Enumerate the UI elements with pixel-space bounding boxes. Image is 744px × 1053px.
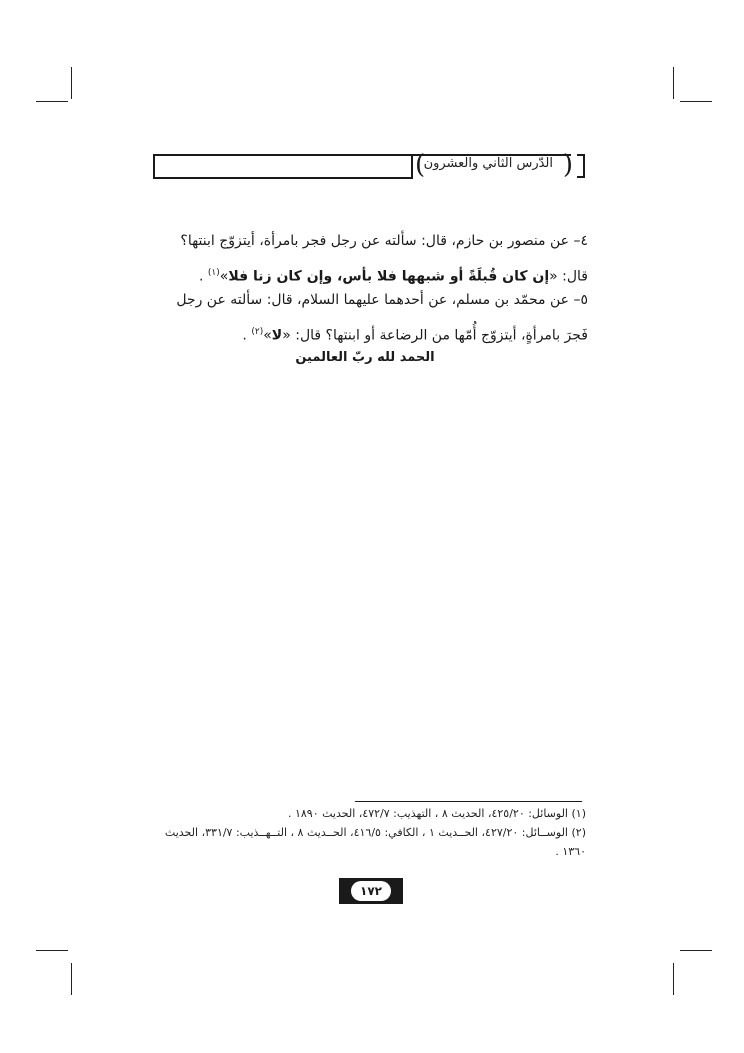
hadith-4-close: » [219,268,229,285]
hadith-5-quote: لا [271,327,283,344]
hadith-5-end: . [242,327,252,344]
crop-mark [680,101,712,102]
footnote-ref-2[interactable]: (٢) [251,327,264,337]
page-number: ١٧٢ [351,881,391,901]
crop-mark [71,67,72,99]
hadith-4 [156,225,588,293]
hadith-5-paragraph [156,284,588,352]
hadith-4-text: ٤– عن منصور بن حازم، قال: سألته عن رجل فجر بامرأة، أيتزوّج ابنتها؟ قال: « [180,233,588,285]
hadith-5 [156,284,588,352]
crop-mark [673,67,674,99]
header-box [153,154,413,179]
hadith-5-text: ٥– عن محمّد بن مسلم، عن أحدهما عليهما السلام، قال: سألته عن رجل فَجرَ بامرأةٍ، أيتزوّج أُمّها من الرضاعة أو ابنتها؟ قال: « [176,292,588,344]
page-number-badge [339,878,403,904]
crop-mark [36,950,68,951]
crop-mark [680,950,712,951]
hadith-4-end: . [199,268,208,285]
hadith-5-close: » [263,327,272,344]
crop-mark [36,101,68,102]
running-header [153,150,585,183]
crop-mark [673,963,674,995]
footnote-2: (٢) الوســائل: ٤٢٧/٢٠، الحــديث ١ ، الكافي: ٤١٦/٥، الحــديث ٨ ، التــهــذيب: ٣٣١/٧، الحديث ١٣٦٠ . [164,826,586,858]
header-bracket [577,154,585,178]
closing-line [156,350,588,365]
closing-text: الحمد لله ربّ العالمين [295,350,435,365]
footnote-rule [355,801,582,802]
footnotes [156,804,586,861]
hadith-4-quote: إن كان قُبلَةً أو شبهها فلا بأس، وإن كان زنا فلا [228,268,550,285]
header-paren-left: ( [415,150,426,180]
hadith-4-paragraph [156,225,588,293]
footnote-ref-1[interactable]: (١) [207,268,220,278]
footnote-1: (١) الوسائل: ٤٢٥/٢٠، الحديث ٨ ، التهذيب: ٤٧٢/٧، الحديث ١٨٩٠ . [287,807,586,820]
chapter-title: الدّرس الثاني والعشرون [423,156,553,171]
crop-mark [71,963,72,995]
header-paren-right: ) [562,150,573,180]
